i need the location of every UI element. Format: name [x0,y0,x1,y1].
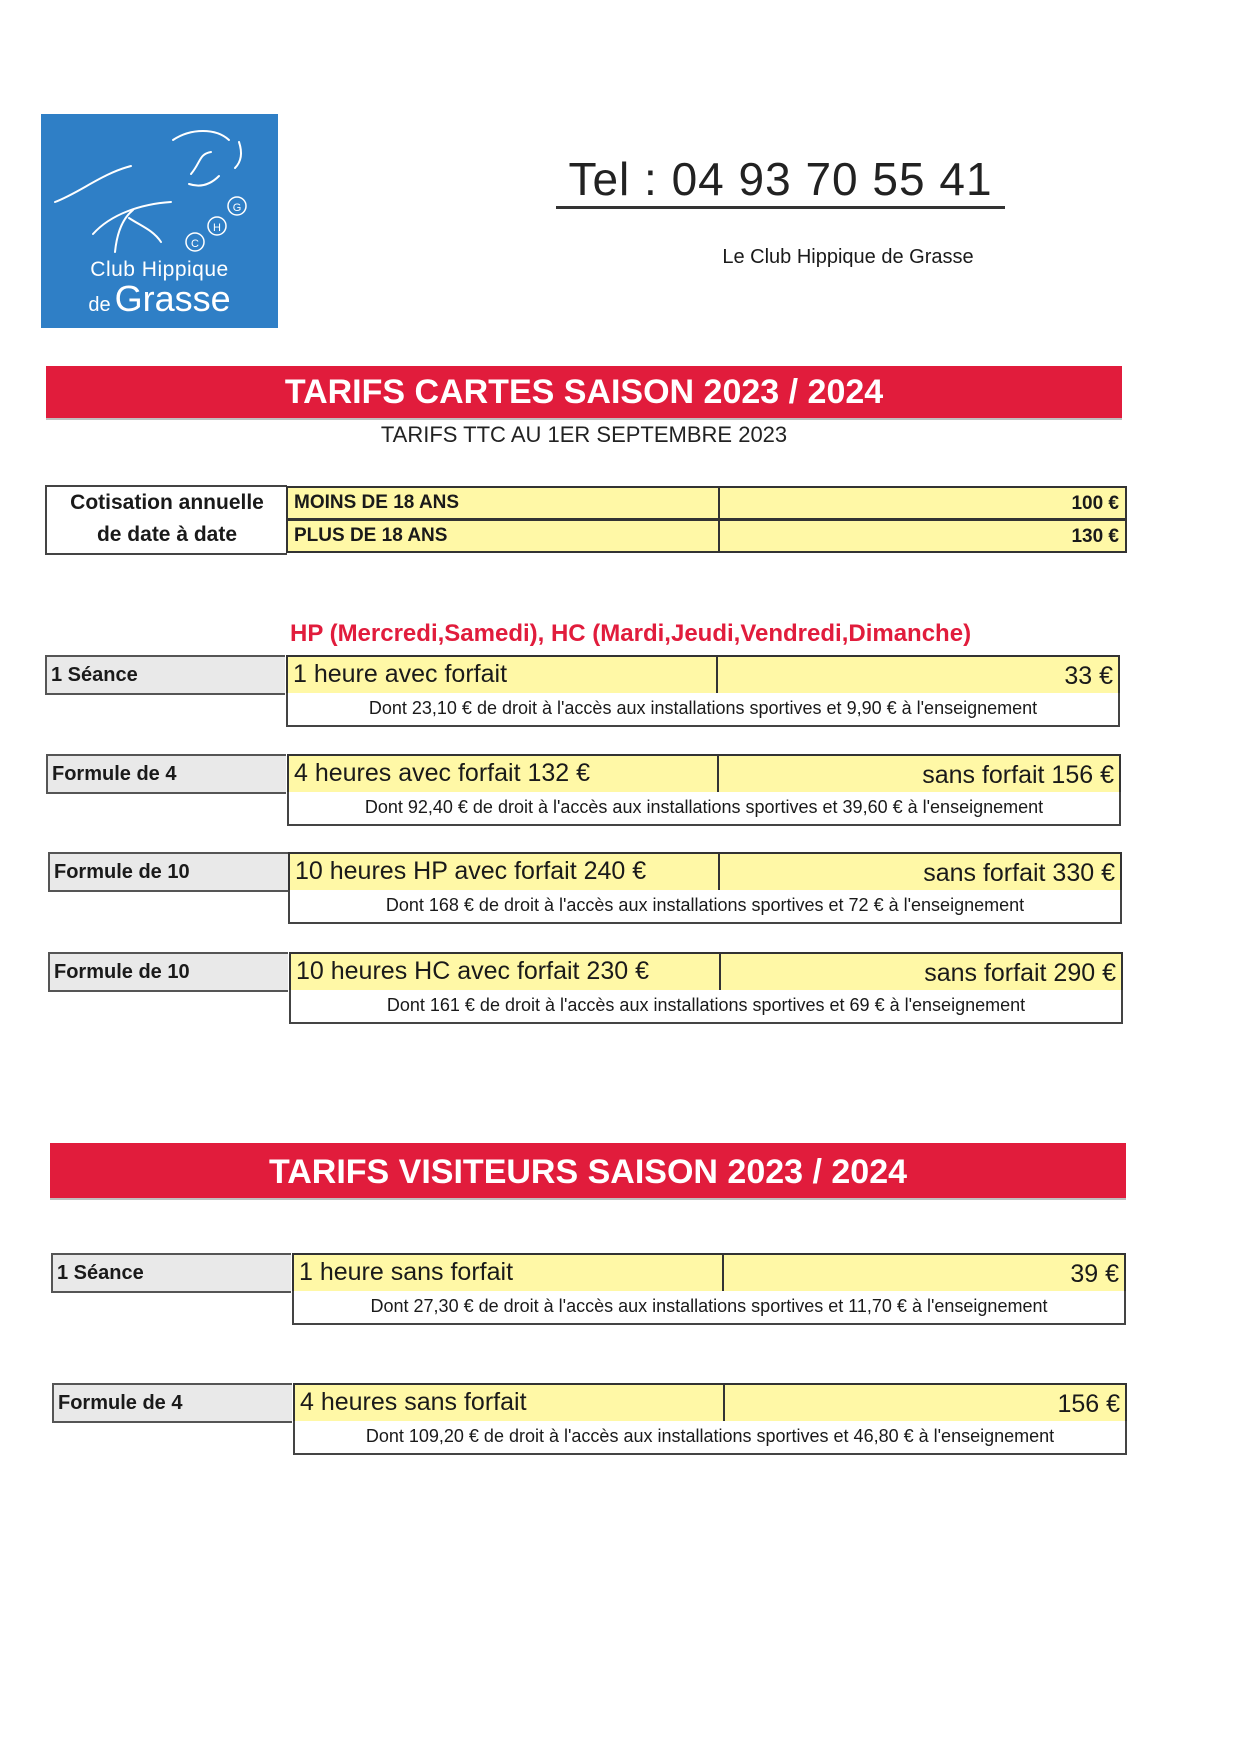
price-left: 1 heure avec forfait [293,660,508,688]
price-left: 4 heures sans forfait [300,1388,527,1416]
cartes-banner: TARIFS CARTES SAISON 2023 / 2024 [46,366,1122,418]
visiteurs-banner: TARIFS VISITEURS SAISON 2023 / 2024 [50,1143,1126,1198]
price-row [292,1253,1126,1293]
ttc-note: TARIFS TTC AU 1ER SEPTEMBRE 2023 [380,422,788,447]
block-label-text: 1 Séance [51,664,138,686]
block-label-text: Formule de 4 [52,763,177,785]
block-label [52,1383,292,1423]
detail-row [286,693,1120,727]
logo-line2-big: Grasse [114,278,231,319]
divider [722,1255,724,1291]
detail-row [292,1291,1126,1325]
detail-text: Dont 109,20 € de droit à l'accès aux installations sportives et 46,80 € à l'enseignement [365,1426,1055,1446]
price-left: 4 heures avec forfait 132 € [294,759,591,787]
divider [716,657,718,693]
price-right: sans forfait 156 € [922,761,1114,789]
logo-line2 [41,278,278,320]
price-row [293,1383,1127,1423]
svg-text:C: C [191,238,199,250]
detail-row [289,990,1123,1024]
divider [717,756,719,792]
detail-row [287,792,1121,826]
price-right: 156 € [1057,1390,1120,1418]
price-row [286,655,1120,695]
detail-text: Dont 92,40 € de droit à l'accès aux installations sportives et 39,60 € à l'enseignement [364,797,1044,817]
price-right: 33 € [1064,662,1113,690]
block-label-text: 1 Séance [57,1262,144,1284]
club-subtitle: Le Club Hippique de Grasse [722,246,974,268]
detail-text: Dont 161 € de droit à l'accès aux installations sportives et 69 € à l'enseignement [386,995,1026,1015]
cotisation-row [286,486,1127,520]
divider [719,954,721,990]
club-logo [41,114,278,328]
divider [718,488,720,518]
block-label [46,754,286,794]
detail-text: Dont 27,30 € de droit à l'accès aux installations sportives et 11,70 € à l'enseignement [370,1296,1048,1316]
price-left: 10 heures HC avec forfait 230 € [296,957,649,985]
price-left: 10 heures HP avec forfait 240 € [295,857,647,885]
block-label [48,952,288,992]
price-row [288,852,1122,892]
logo-line2-small: de [88,294,111,316]
cotisation-label [45,485,287,555]
detail-text: Dont 23,10 € de droit à l'accès aux installations sportives et 9,90 € à l'enseignement [368,698,1038,718]
block-label [45,655,285,695]
detail-text: Dont 168 € de droit à l'accès aux installations sportives et 72 € à l'enseignement [385,895,1025,915]
cotisation-price: 100 € [1071,493,1119,514]
detail-row [288,890,1122,924]
days-note: HP (Mercredi,Samedi), HC (Mardi,Jeudi,Vendredi,Dimanche) [290,620,972,647]
price-row [289,952,1123,992]
phone-number: Tel : 04 93 70 55 41 [556,152,1005,209]
price-right: 39 € [1070,1260,1119,1288]
price-row [287,754,1121,794]
block-label-text: Formule de 10 [54,961,190,983]
block-label [48,852,288,892]
block-label-text: Formule de 10 [54,861,190,883]
cotisation-name: PLUS DE 18 ANS [294,525,448,546]
cotisation-label-line2: de date à date [96,523,238,546]
cotisation-row [286,519,1127,553]
divider [723,1385,725,1421]
cotisation-name: MOINS DE 18 ANS [294,492,460,513]
block-label-text: Formule de 4 [58,1392,183,1414]
block-label [51,1253,291,1293]
cotisation-label-line1: Cotisation annuelle [70,491,264,514]
logo-line1: Club Hippique [90,258,229,281]
detail-row [293,1421,1127,1455]
divider [718,854,720,890]
price-left: 1 heure sans forfait [299,1258,514,1286]
price-right: sans forfait 330 € [923,859,1115,887]
cotisation-price: 130 € [1071,526,1119,547]
svg-text:H: H [213,222,221,234]
divider [718,521,720,551]
svg-text:G: G [232,202,242,214]
price-right: sans forfait 290 € [924,959,1116,987]
